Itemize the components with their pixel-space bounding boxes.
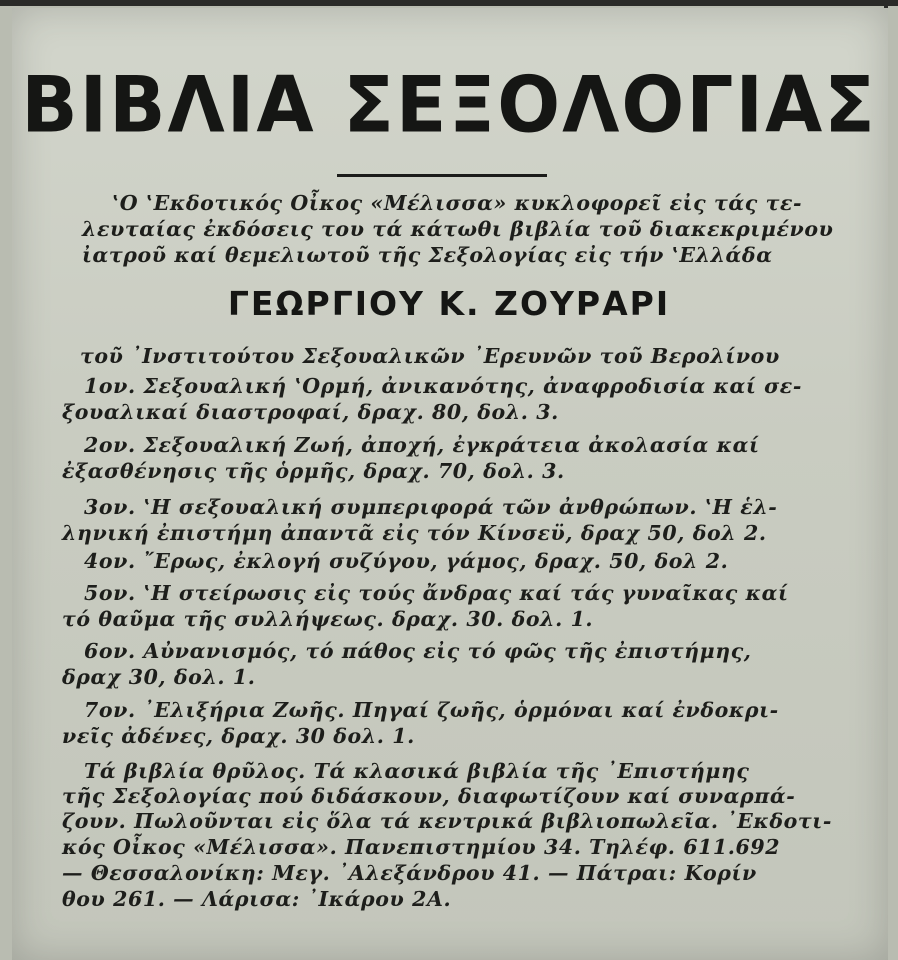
book-1-line-2: ξουαλικαί διαστροφαί, δραχ. 80, δολ. 3. (62, 400, 559, 424)
book-2-line-2: ἐξασθένησις τῆς ὁρμῆς, δραχ. 70, δολ. 3. (62, 459, 565, 483)
closing-line-5: — Θεσσαλονίκη: Μεγ. ᾽Αλεξάνδρου 41. — Πάτραι: Κορίν (62, 861, 757, 885)
book-3-line-1: 3ον. ‛Η σεξουαλική συμπεριφορά τῶν ἀνθρώπων. ‛Η ἑλ- (84, 495, 778, 519)
book-6-line-2: δραχ 30, δολ. 1. (62, 665, 256, 689)
page-top-border (0, 0, 898, 6)
headline-underline (337, 174, 547, 177)
book-7-line-1: 7ον. ᾽Ελιξήρια Ζωῆς. Πηγαί ζωῆς, ὁρμόναι καί ἐνδοκρι- (84, 698, 779, 722)
book-3-line-2: ληνική ἐπιστήμη ἀπαντᾶ εἰς τόν Κίνσεϋ, δραχ 50, δολ 2. (62, 521, 767, 545)
book-6-line-1: 6ον. Αὐνανισμός, τό πάθος εἰς τό φῶς τῆς ἐπιστήμης, (84, 639, 752, 663)
closing-line-3: ζουν. Πωλοῦνται εἰς ὅλα τά κεντρικά βιβλιοπωλεῖα. ᾽Εκδοτι- (62, 809, 832, 833)
advert-headline: ΒΙΒΛΙΑ ΣΕΞΟΛΟΓΙΑΣ (21, 59, 877, 151)
author-name: ΓΕΩΡΓΙΟΥ Κ. ΖΟΥΡΑΡΙ (227, 284, 671, 323)
intro-line-1: ‛Ο ‛Εκδοτικός Οἶκος «Μέλισσα» κυκλοφορεῖ εἰς τάς τε- (112, 191, 803, 215)
book-5-line-2: τό θαῦμα τῆς συλλήψεως. δραχ. 30. δολ. 1. (62, 607, 594, 631)
book-2-line-1: 2ον. Σεξουαλική Ζωή, ἀποχή, ἐγκράτεια ἀκολασία καί (84, 433, 760, 457)
closing-line-6: θου 261. — Λάρισα: ᾽Ικάρου 2Α. (62, 887, 452, 911)
closing-line-1: Τά βιβλία θρῦλος. Τά κλασικά βιβλία τῆς ᾽Επιστήμης (84, 759, 750, 783)
institute-line: τοῦ ᾽Ινστιτούτου Σεξουαλικῶν ᾽Ερευνῶν τοῦ Βερολίνου (80, 344, 780, 368)
book-4-line-1: 4ον. ῎Ερως, ἐκλογή συζύγου, γάμος, δραχ. 50, δολ 2. (84, 549, 729, 573)
closing-line-2: τῆς Σεξολογίας πού διδάσκουν, διαφωτίζουν καί συναρπά- (62, 784, 796, 808)
book-5-line-1: 5ον. ‛Η στείρωσις εἰς τούς ἄνδρας καί τάς γυναῖκας καί (84, 581, 789, 605)
intro-line-2: λευταίας ἐκδόσεις του τά κάτωθι βιβλία τοῦ διακεκριμένου (82, 217, 834, 241)
intro-line-3: ἰατροῦ καί θεμελιωτοῦ τῆς Σεξολογίας εἰς τήν ‛Ελλάδα (82, 243, 773, 267)
book-1-line-1: 1ον. Σεξουαλική ‛Ορμή, ἀνικανότης, ἀναφροδισία καί σε- (84, 374, 802, 398)
book-7-line-2: νεῖς ἀδένες, δραχ. 30 δολ. 1. (62, 724, 415, 748)
closing-line-4: κός Οἶκος «Μέλισσα». Πανεπιστημίου 34. Τηλέφ. 611.692 (62, 835, 781, 859)
